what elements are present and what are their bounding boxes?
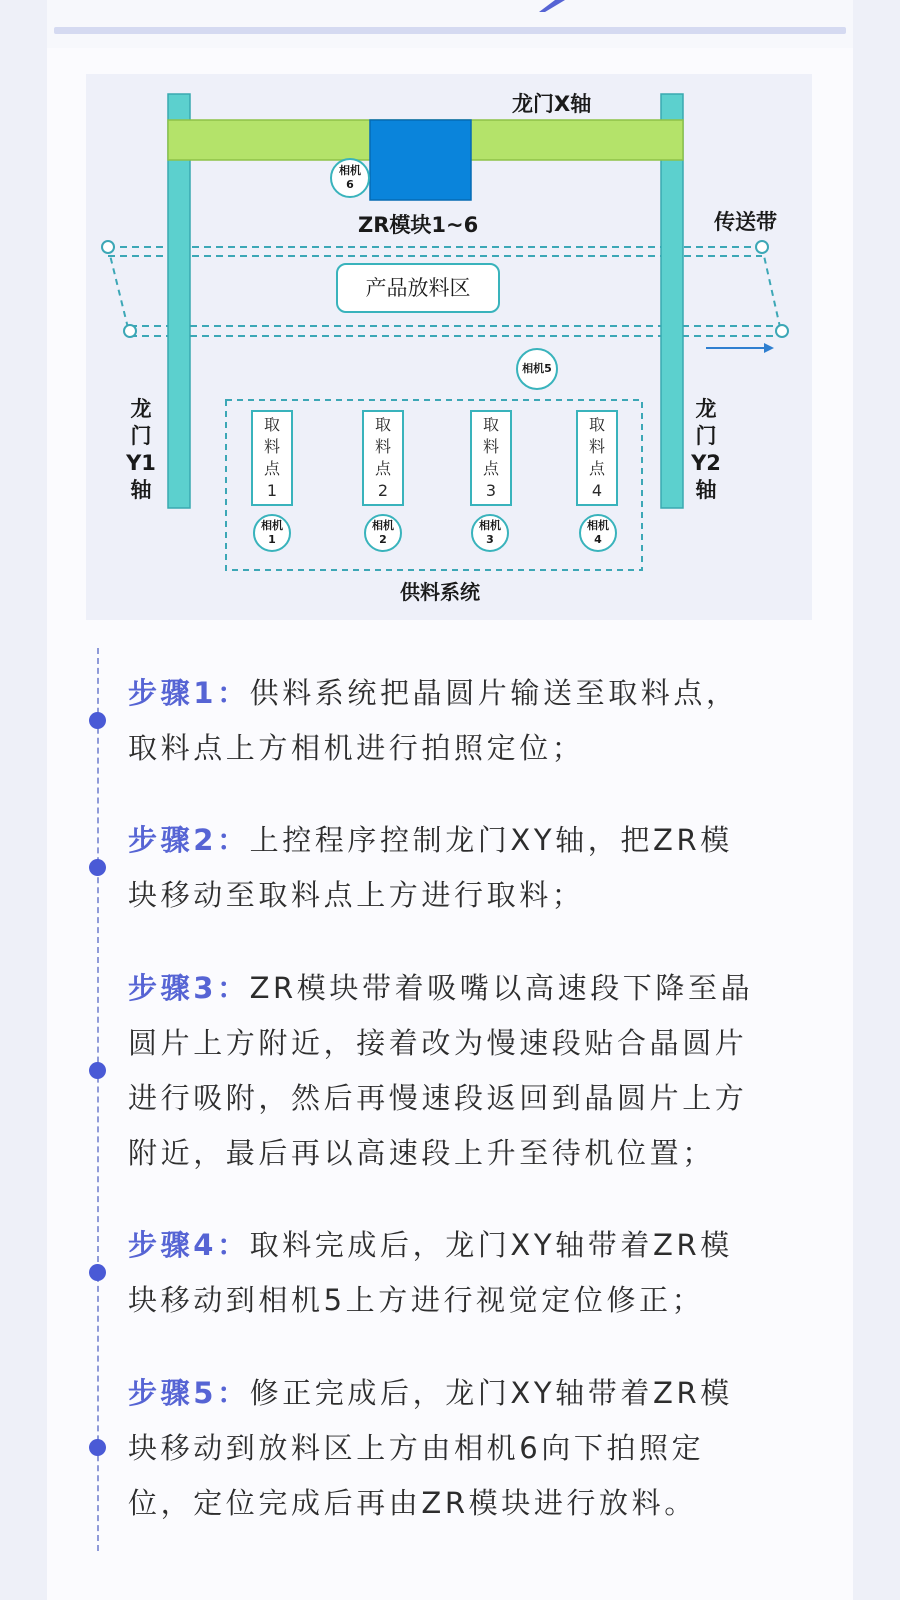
step-line: 块移动至取料点上方进行取料； [128, 878, 585, 912]
pick-point-char: 取 [588, 415, 605, 434]
gantry-y2-label [689, 396, 723, 504]
section-divider [54, 27, 846, 34]
conveyor-arrow-head [764, 343, 774, 353]
step-5 [128, 1366, 808, 1531]
conveyor-right-edge [762, 247, 782, 336]
step-2 [128, 813, 808, 923]
pick-point-char: 点 [482, 459, 499, 478]
y1-char: 龙 [130, 397, 152, 421]
step-label: 步骤5： [128, 1376, 250, 1410]
step-text: 供料系统把晶圆片输送至取料点， [249, 676, 739, 710]
pick-point-char: 取 [263, 415, 280, 434]
step-3 [128, 961, 808, 1181]
camera-2-line: 相机 [372, 519, 394, 532]
step-line [128, 666, 808, 721]
pick-point-char: 料 [588, 437, 605, 456]
camera-5-text: 相机5 [522, 362, 552, 375]
timeline-dot [89, 859, 106, 876]
pick-point-char: 点 [263, 459, 280, 478]
camera-2-line: 2 [379, 533, 387, 546]
pick-point-1 [251, 410, 293, 506]
camera-5 [516, 348, 558, 390]
pick-point-char: 料 [263, 437, 280, 456]
step-line [128, 961, 808, 1016]
step-1 [128, 666, 808, 776]
step-line [128, 1366, 808, 1421]
x-axis-label: 龙门X轴 [512, 92, 592, 116]
pick-point-char: 3 [485, 481, 497, 500]
step-line: 附近，最后再以高速段上升至待机位置； [128, 1136, 715, 1170]
camera-6-line: 相机 [339, 164, 361, 177]
roller-top-left [102, 241, 114, 253]
product-zone-label: 产品放料区 [336, 263, 500, 313]
roller-bottom-right [776, 325, 788, 337]
step-text: 取料完成后，龙门XY轴带着ZR模 [249, 1228, 733, 1262]
timeline-dot [89, 1264, 106, 1281]
step-line [128, 1218, 808, 1273]
step-line: 进行吸附，然后再慢速段返回到晶圆片上方 [128, 1081, 748, 1115]
timeline-dot [89, 712, 106, 729]
pick-point-char: 点 [588, 459, 605, 478]
step-line: 位，定位完成后再由ZR模块进行放料。 [128, 1486, 697, 1520]
zr-module [370, 120, 471, 200]
step-label: 步骤3： [128, 971, 250, 1005]
timeline-line [97, 648, 99, 1551]
camera-1-line: 1 [268, 533, 276, 546]
pick-point-char: 料 [374, 437, 391, 456]
camera-4 [579, 514, 617, 552]
pick-point-char: 2 [377, 481, 389, 500]
gantry-y1-label [124, 396, 158, 504]
gantry-diagram [86, 74, 812, 620]
y2-char: Y2 [691, 451, 721, 475]
camera-2 [364, 514, 402, 552]
roller-bottom-left [124, 325, 136, 337]
camera-4-line: 相机 [587, 519, 609, 532]
arrow-tip-icon [535, 0, 565, 12]
pick-point-2 [362, 410, 404, 506]
roller-top-right [756, 241, 768, 253]
pick-point-char: 4 [591, 481, 603, 500]
pick-point-char: 点 [374, 459, 391, 478]
timeline-dot [89, 1062, 106, 1079]
step-line: 块移动到相机5上方进行视觉定位修正； [128, 1283, 705, 1317]
y2-char: 门 [695, 424, 717, 448]
camera-3-line: 相机 [479, 519, 501, 532]
pick-point-char: 取 [374, 415, 391, 434]
step-4 [128, 1218, 808, 1328]
step-line: 块移动到放料区上方由相机6向下拍照定 [128, 1431, 705, 1465]
conveyor-label: 传送带 [714, 210, 777, 234]
step-text: 修正完成后，龙门XY轴带着ZR模 [249, 1376, 733, 1410]
y1-char: 门 [130, 424, 152, 448]
feed-system-label: 供料系统 [400, 580, 480, 604]
camera-1-line: 相机 [261, 519, 283, 532]
step-label: 步骤4： [128, 1228, 250, 1262]
camera-3 [471, 514, 509, 552]
camera-1 [253, 514, 291, 552]
pick-point-3 [470, 410, 512, 506]
top-strip [47, 0, 853, 48]
step-text: ZR模块带着吸嘴以高速段下降至晶 [249, 971, 754, 1005]
pick-point-char: 料 [482, 437, 499, 456]
diagram-shapes [86, 74, 812, 620]
pick-point-char: 取 [482, 415, 499, 434]
y2-char: 龙 [695, 397, 717, 421]
camera-3-line: 3 [486, 533, 494, 546]
zr-module-label: ZR模块1~6 [358, 213, 479, 237]
step-text: 上控程序控制龙门XY轴，把ZR模 [249, 823, 733, 857]
camera-6-line: 6 [346, 178, 354, 191]
y1-char: 轴 [130, 478, 152, 502]
timeline-dot [89, 1439, 106, 1456]
y1-char: Y1 [126, 451, 156, 475]
pick-point-4 [576, 410, 618, 506]
pick-point-char: 1 [266, 481, 278, 500]
step-label: 步骤2： [128, 823, 250, 857]
step-line [128, 813, 808, 868]
camera-6 [330, 158, 370, 198]
step-line: 圆片上方附近，接着改为慢速段贴合晶圆片 [128, 1026, 748, 1060]
conveyor-left-edge [108, 247, 130, 336]
camera-4-line: 4 [594, 533, 602, 546]
step-label: 步骤1： [128, 676, 250, 710]
y2-char: 轴 [695, 478, 717, 502]
step-line: 取料点上方相机进行拍照定位； [128, 731, 585, 765]
